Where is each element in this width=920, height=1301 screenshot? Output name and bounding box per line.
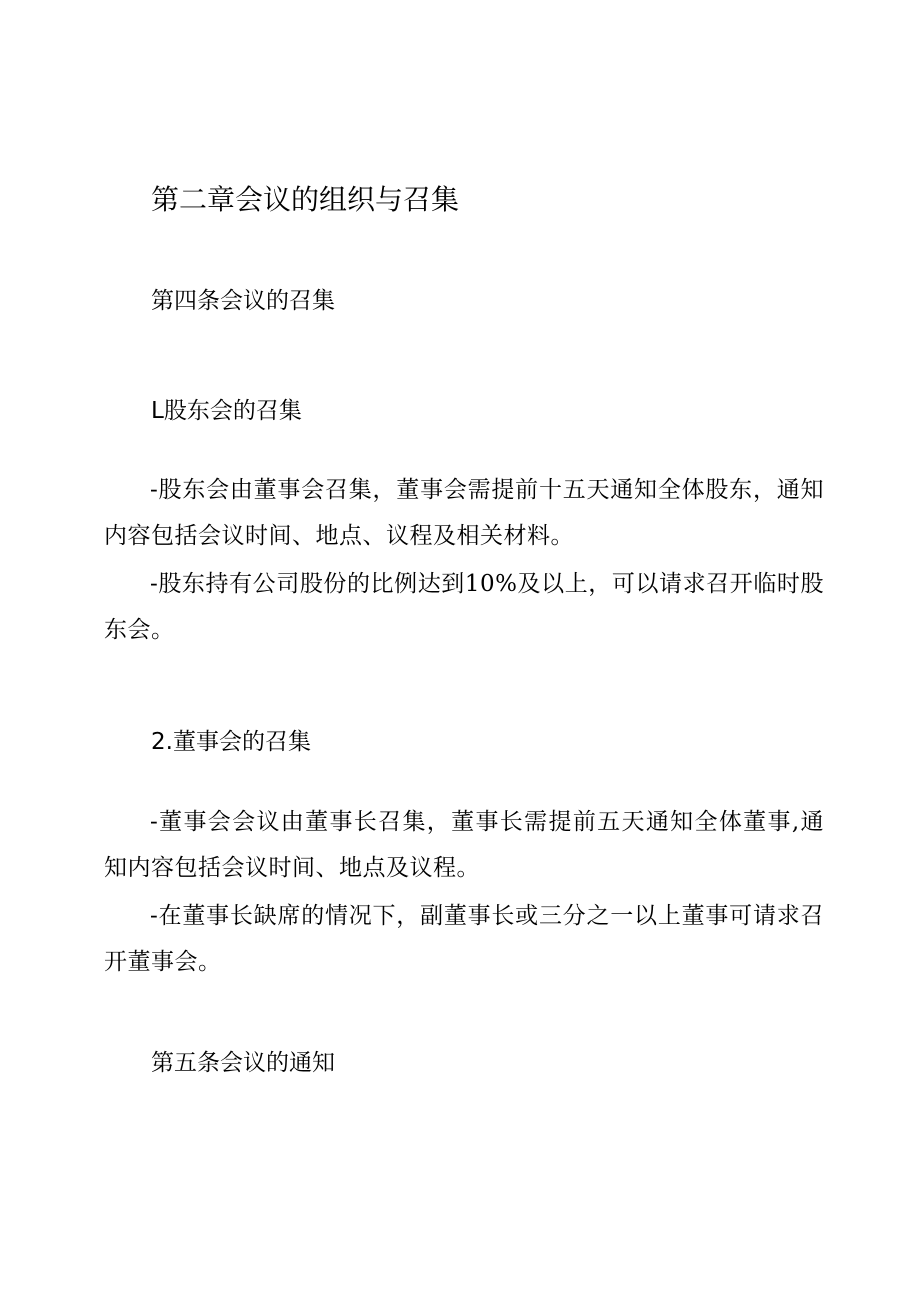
section-1-paragraph-1: -股东会由董事会召集，董事会需提前十五天通知全体股东，通知内容包括会议时间、地点、议程及相关材料。: [104, 477, 824, 549]
section-2-paragraph-1: -董事会会议由董事长召集，董事长需提前五天通知全体董事,通知内容包括会议时间、地点及议程。: [104, 809, 824, 881]
section-1-paragraph-2: -股东持有公司股份的比例达到10%及以上，可以请求召开临时股东会。: [104, 571, 824, 643]
section-1-title: L股东会的召集: [151, 398, 302, 424]
article-5-title: 第五条会议的通知: [151, 1050, 335, 1076]
article-4-title: 第四条会议的召集: [151, 288, 335, 314]
section-2-title: 2.董事会的召集: [151, 729, 311, 755]
section-2-paragraph-2: -在董事长缺席的情况下，副董事长或三分之一以上董事可请求召开董事会。: [104, 903, 824, 975]
chapter-title: 第二章会议的组织与召集: [151, 183, 460, 216]
